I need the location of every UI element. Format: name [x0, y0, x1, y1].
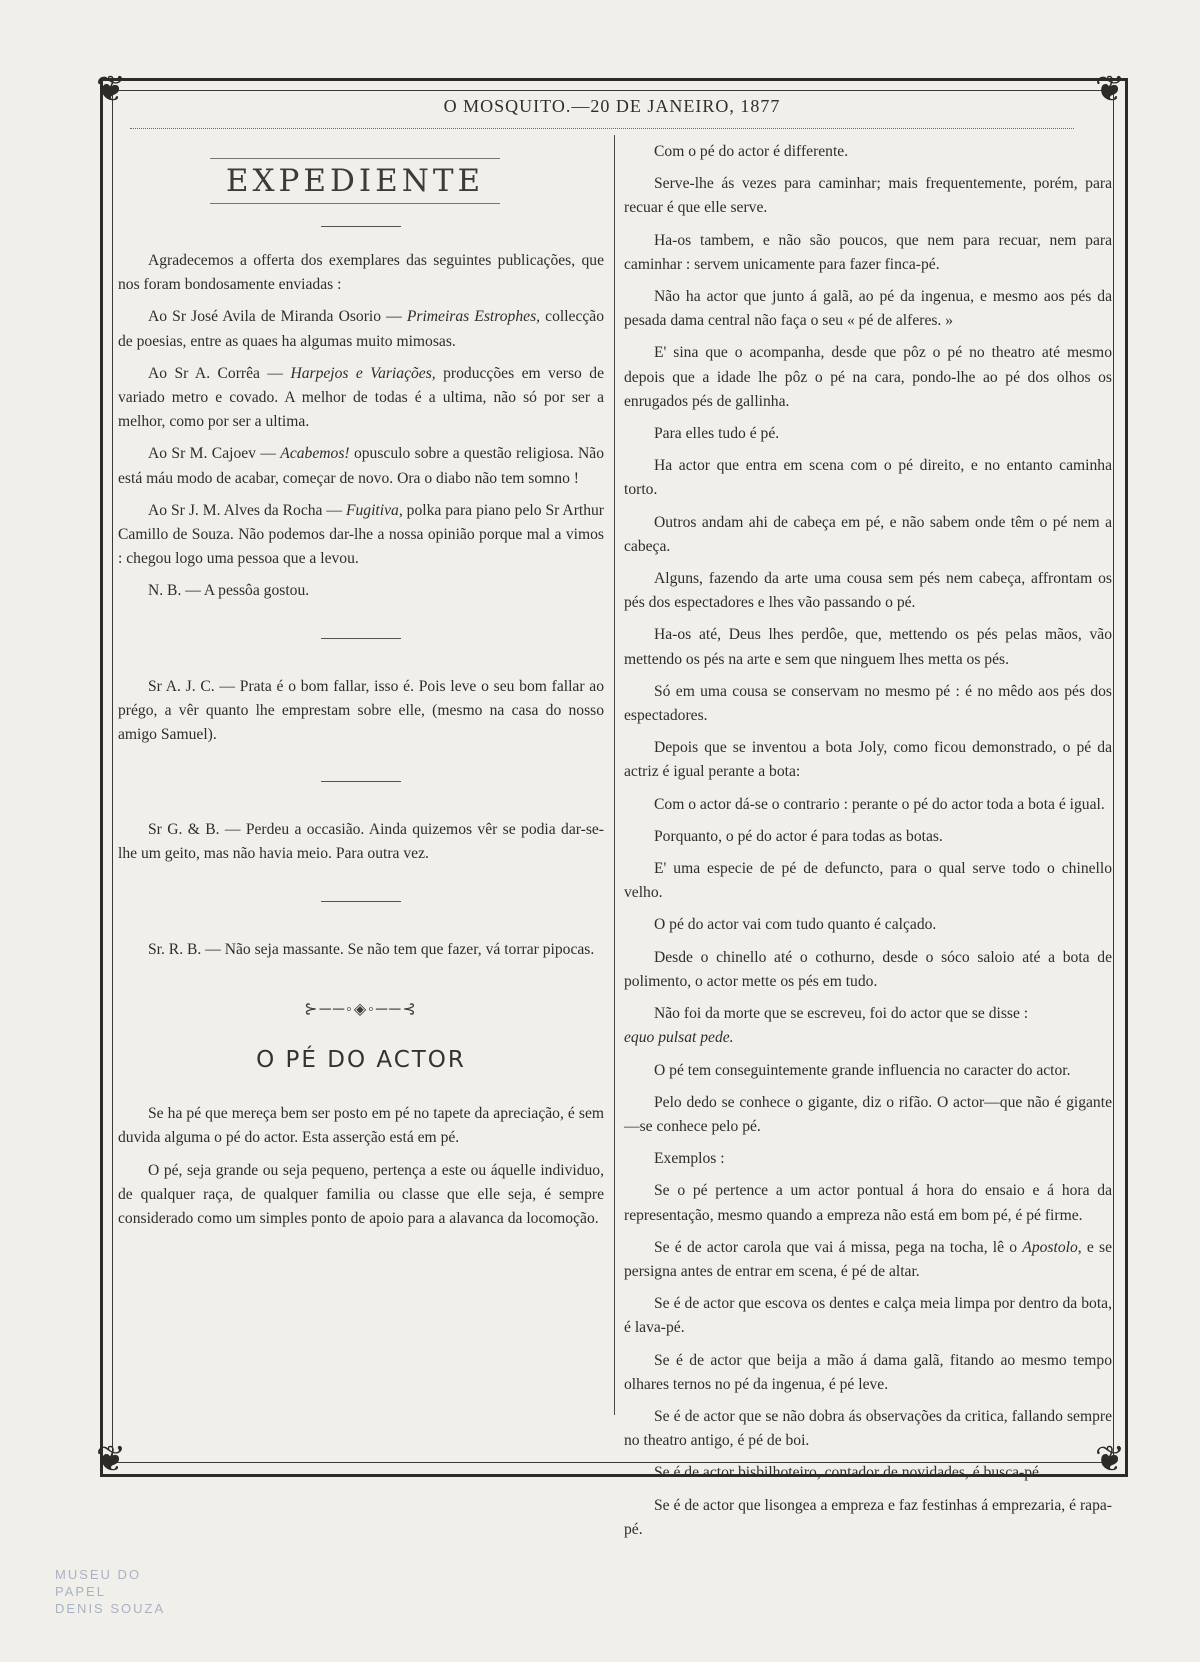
example-paragraph: Se é de actor que escova os dentes e calça meia limpa por dentro da bota, é lava-pé. [624, 1295, 1112, 1337]
article-paragraph: Ha-os até, Deus lhes perdôe, que, mettendo os pés pelas mãos, vão mettendo os pés na arte e sem que ninguem lhes metta os pés. [624, 626, 1112, 668]
nb-note: N. B. — A pessôa gostou. [148, 582, 310, 600]
article-paragraph: Desde o chinello até o cothurno, desde o sóco saloio até a bota de polimento, o actor mette os pés em tudo. [624, 948, 1112, 990]
right-column [624, 140, 1112, 1550]
article-paragraph: Ha-os tambem, e não são poucos, que nem para recuar, nem para caminhar : servem unicamente para fazer finca-pé. [624, 231, 1112, 273]
example-paragraph: Se é de actor bisbilhoteiro, contador de novidades, é busca-pé. [654, 1464, 1043, 1482]
recipient: Ao Sr A. Corrêa [148, 364, 260, 382]
example-paragraph [624, 1236, 1112, 1284]
work-title: Acabemos! [280, 445, 350, 463]
divider [321, 781, 401, 782]
latin-quote: equo pulsat pede. [624, 1029, 734, 1047]
museum-stamp [55, 1566, 195, 1617]
correspondence-note: Sr G. & B. — Perdeu a occasião. Ainda quizemos vêr se podia dar-se-lhe um geito, mas não havia meio. Para outra vez. [118, 821, 604, 863]
article-title: O PÉ DO ACTOR [256, 1047, 466, 1074]
divider [321, 226, 401, 227]
left-column [118, 140, 604, 1239]
example-italic: Apostolo [1022, 1238, 1078, 1256]
work-title: Harpejos e Variações, [290, 364, 436, 382]
corner-ornament-icon: ❦ [95, 1439, 127, 1479]
article-paragraph: Com o pé do actor é differente. [654, 143, 849, 160]
remark: opusculo sobre a questão religiosa. Não está máu modo de acabar, começar de novo. Ora o diabo não tem somno ! [118, 445, 604, 487]
recipient: Ao Sr M. Cajoev [148, 445, 256, 463]
acknowledgement-item: Ao Sr J. M. Alves da Rocha — Fugitiva, polka para piano pelo Sr Arthur Camillo de Souza. Não podemos dar-lhe a nossa opinião porque mal a vimos : chegou logo uma pessoa que a levou. [118, 501, 605, 568]
header-rule [130, 128, 1074, 129]
article-paragraph: Porquanto, o pé do actor é para todas as botas. [654, 827, 943, 845]
correspondence-note: Sr A. J. C. — Prata é o bom fallar, isso é. Pois leve o seu bom fallar ao prégo, a vêr quanto lhe emprestam sobre elle, (mesmo na casa do nosso amigo Samuel). [118, 677, 604, 744]
recipient: Ao Sr J. M. Alves da Rocha [148, 501, 323, 519]
examples-heading: Exemplos : [654, 1150, 725, 1168]
work-title: Primeiras Estrophes, [406, 308, 541, 326]
remark: producções em verso de variado metro e covado. A melhor de todas é a ultima, não só por ser a melhor, como por ser a ultima. [118, 364, 604, 431]
article-paragraph: Alguns, fazendo da arte uma cousa sem pés nem cabeça, affrontam os pés dos espectadores e lhes vão passando o pé. [624, 570, 1112, 612]
article-paragraph: E' sina que o acompanha, desde que pôz o pé no theatro até mesmo depois que a idade lhe pôz o pé na cara, pondo-lhe ao pé dos olhos os enrugados pés de gallinha. [624, 344, 1112, 410]
article-paragraph: Ha actor que entra em scena com o pé direito, e no entanto caminha torto. [624, 457, 1112, 499]
example-paragraph: Se o pé pertence a um actor pontual á hora do ensaio e á hora da representação, mesmo quando a empreza não está em bom pé, é pé firme. [624, 1182, 1112, 1224]
divider [321, 901, 401, 902]
example-paragraph: Se é de actor que lisongea a empreza e faz festinhas á emprezaria, é rapa-pé. [624, 1496, 1112, 1538]
article-paragraph: Não ha actor que junto á galã, ao pé da ingenua, e mesmo aos pés da pesada dama central não faça o seu « pé de alferes. » [624, 288, 1112, 330]
article-paragraph: Com o actor dá-se o contrario : perante o pé do actor toda a bota é igual. [654, 795, 1105, 813]
section-title-expediente: EXPEDIENTE [210, 158, 500, 204]
article-paragraph: Serve-lhe ás vezes para caminhar; mais frequentemente, porém, para recuar é que elle serve. [624, 175, 1112, 217]
remark: collecção de poesias, entre as quaes ha algumas muito mimosas. [118, 308, 605, 350]
article-paragraph: Outros andam ahi de cabeça em pé, e não sabem onde têm o pé nem a cabeça. [624, 513, 1112, 555]
stamp-line: DENIS SOUZA [55, 1601, 166, 1616]
correspondence-note: Sr. R. B. — Não seja massante. Se não tem que fazer, vá torrar pipocas. [148, 940, 595, 958]
example-text: , e se persigna antes de entrar em scena, é pé de altar. [624, 1238, 1112, 1280]
article-paragraph: O pé tem conseguintemente grande influencia no caracter do actor. [654, 1061, 1071, 1079]
remark: polka para piano pelo Sr Arthur Camillo de Souza. Não podemos dar-lhe a nossa opinião porque mal a vimos : chegou logo uma pessoa que a levou. [118, 501, 605, 568]
quote-intro: Não foi da morte que se escreveu, foi do actor que se disse : [654, 1005, 1029, 1023]
article-paragraph: O pé, seja grande ou seja pequeno, pertença a este ou áquelle individuo, de qualquer raça, de qualquer familia ou classe que elle seja, é sempre considerado como um simples ponto de apoio para a alavanca da locomoção. [118, 1161, 604, 1228]
article-paragraph: E' uma especie de pé de defuncto, para o qual serve todo o chinello velho. [624, 860, 1112, 902]
divider [321, 638, 401, 639]
example-text: Se é de actor carola que vai á missa, pega na tocha, lê o [654, 1238, 1023, 1256]
corner-ornament-icon: ❦ [1094, 69, 1126, 109]
quote-paragraph [624, 1002, 1112, 1050]
acknowledgement-item: Ao Sr M. Cajoev — Acabemos! opusculo sobre a questão religiosa. Não está máu modo de acabar, começar de novo. Ora o diabo não tem somno ! [118, 445, 604, 487]
article-paragraph: O pé do actor vai com tudo quanto é calçado. [654, 916, 937, 934]
intro-paragraph: Agradecemos a offerta dos exemplares das seguintes publicações, que nos foram bondosamente enviadas : [118, 252, 604, 294]
article-paragraph: Se ha pé que mereça bem ser posto em pé no tapete da apreciação, é sem duvida alguma o pé do actor. Esta asserção está em pé. [118, 1105, 604, 1147]
example-paragraph: Se é de actor que beija a mão á dama galã, fitando ao mesmo tempo olhares ternos no pé da ingenua, é pé leve. [624, 1351, 1112, 1393]
article-paragraph: Só em uma cousa se conservam no mesmo pé : é no mêdo aos pés dos espectadores. [624, 682, 1112, 725]
article-paragraph: Depois que se inventou a bota Joly, como ficou demonstrado, o pé da actriz é igual perante a bota: [624, 739, 1112, 781]
article-paragraph: Para elles tudo é pé. [654, 425, 780, 443]
work-title: Fugitiva, [345, 501, 403, 519]
acknowledgement-item: Ao Sr José Avila de Miranda Osorio — Primeiras Estrophes, collecção de poesias, entre as quaes ha algumas muito mimosas. [118, 308, 605, 350]
column-divider [614, 135, 615, 1415]
stamp-line: MUSEU DO PAPEL [55, 1567, 142, 1599]
flourish-ornament-icon: ⊱──◦◈◦──⊰ [304, 1000, 418, 1018]
article-paragraph: Pelo dedo se conhece o gigante, diz o rifão. O actor—que não é gigante—se conhece pelo pé. [624, 1093, 1112, 1135]
recipient: Ao Sr José Avila de Miranda Osorio [148, 308, 382, 326]
acknowledgement-item: Ao Sr A. Corrêa — Harpejos e Variações, producções em verso de variado metro e covado. A melhor de todas é a ultima, não só por ser a melhor, como por ser a ultima. [118, 364, 604, 431]
running-head: O MOSQUITO.—20 DE JANEIRO, 1877 [443, 96, 781, 116]
corner-ornament-icon: ❦ [1094, 1439, 1126, 1479]
corner-ornament-icon: ❦ [95, 69, 127, 109]
example-paragraph: Se é de actor que se não dobra ás observações da critica, fallando sempre no theatro antigo, é pé de boi. [624, 1407, 1112, 1450]
